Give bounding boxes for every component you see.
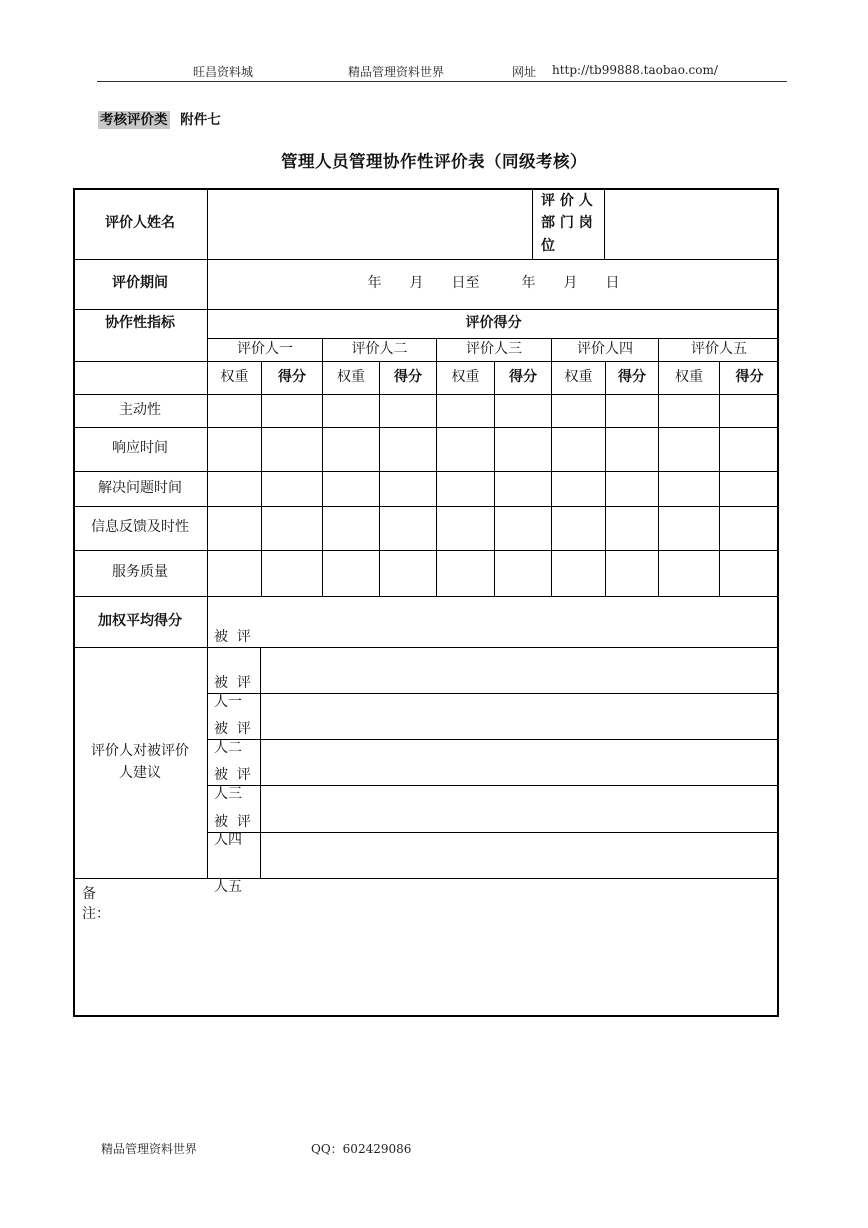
evaluator-dept-field[interactable] [605,188,779,259]
suggestion-field[interactable] [261,739,779,785]
category-line [98,108,221,128]
evaluator-header: 评价人一 [237,340,293,357]
evaluatee-label [208,813,260,895]
header-site-name: 旺昌资料城 [193,65,254,79]
score-subheader: 得分 [278,368,306,385]
evaluatee-label-line: 人四 [214,832,242,849]
col-line [605,361,606,597]
evaluatee-label-line: 人三 [214,785,242,802]
suggestion-label-line: 评价人对被评价 [91,742,189,759]
evaluator-dept-label-line: 位 [541,237,555,254]
col-line [379,361,380,597]
evaluator-name-field[interactable] [208,188,532,259]
evaluator-dept-label-line: 评 价 人 [541,192,593,209]
category-label: 考核评价类 [100,112,168,128]
remarks-field[interactable] [75,904,777,1014]
evaluatee-label-line: 人一 [214,693,242,710]
suggestion-label-line: 人建议 [119,764,161,781]
evaluator-header: 评价人二 [351,340,408,357]
weighted-average-label: 加权平均得分 [98,612,182,629]
category-annex: 附件七 [180,112,221,128]
evaluatee-label-line: 被 评 [214,674,251,691]
evaluator-dept-label [533,188,604,259]
score-subheader: 得分 [735,368,764,385]
indicator-label: 响应时间 [112,440,168,457]
suggestion-label [73,647,207,878]
weight-header: 权重 [675,368,703,385]
evaluatee-label-line: 被 评 [214,628,251,645]
indicator-header: 协作性指标 [105,315,175,332]
remarks-label: 备注： [82,886,110,922]
evaluator-dept-label-line: 部 门 岗 [541,215,593,232]
suggestion-field[interactable] [261,693,779,739]
score-subheader: 得分 [394,368,422,385]
footer-site-name: 精品管理资料世界 [101,1142,198,1156]
indicator-label: 主动性 [119,401,161,418]
period-label: 评价期间 [112,275,168,292]
evaluatee-label-line: 被 评 [214,813,251,830]
suggestion-field[interactable] [261,832,779,878]
col-line [719,361,720,597]
col-line [261,361,262,597]
evaluator-header: 评价人三 [466,340,522,357]
evaluatee-label-line: 人二 [214,739,242,756]
indicator-label: 解决问题时间 [98,479,182,496]
indicator-label: 服务质量 [112,564,168,581]
header-tagline: 精品管理资料世界 [348,65,445,79]
score-header: 评价得分 [465,314,522,331]
row-line [73,878,779,879]
weight-header: 权重 [564,368,593,385]
period-field[interactable]: 年 月 日至 年 月 日 [367,275,620,292]
evaluatee-label-line: 被 评 [214,720,251,737]
footer-qq: QQ：602429086 [311,1142,412,1156]
col-line [494,361,495,597]
evaluator-header: 评价人四 [577,340,633,357]
evaluatee-label-line: 被 评 [214,767,251,784]
page-title: 管理人员管理协作性评价表（同级考核） [281,152,587,171]
weighted-average-field[interactable] [208,596,779,647]
weight-header: 权重 [451,368,480,385]
header-url[interactable]: http://tb99888.taobao.com/ [552,63,718,77]
score-subheader: 得分 [509,368,537,385]
suggestion-field[interactable] [261,647,779,693]
header-url-label: 网址 [512,65,537,79]
evaluator-header: 评价人五 [691,340,747,357]
weight-header: 权重 [220,368,249,385]
weight-header: 权重 [337,368,365,385]
evaluatee-label-line: 人五 [214,878,242,895]
evaluator-name-label: 评价人姓名 [105,214,175,231]
suggestion-field[interactable] [261,785,779,832]
indicator-label: 信息反馈及时性 [91,519,189,536]
header-divider [97,81,787,82]
score-subheader: 得分 [618,368,646,385]
